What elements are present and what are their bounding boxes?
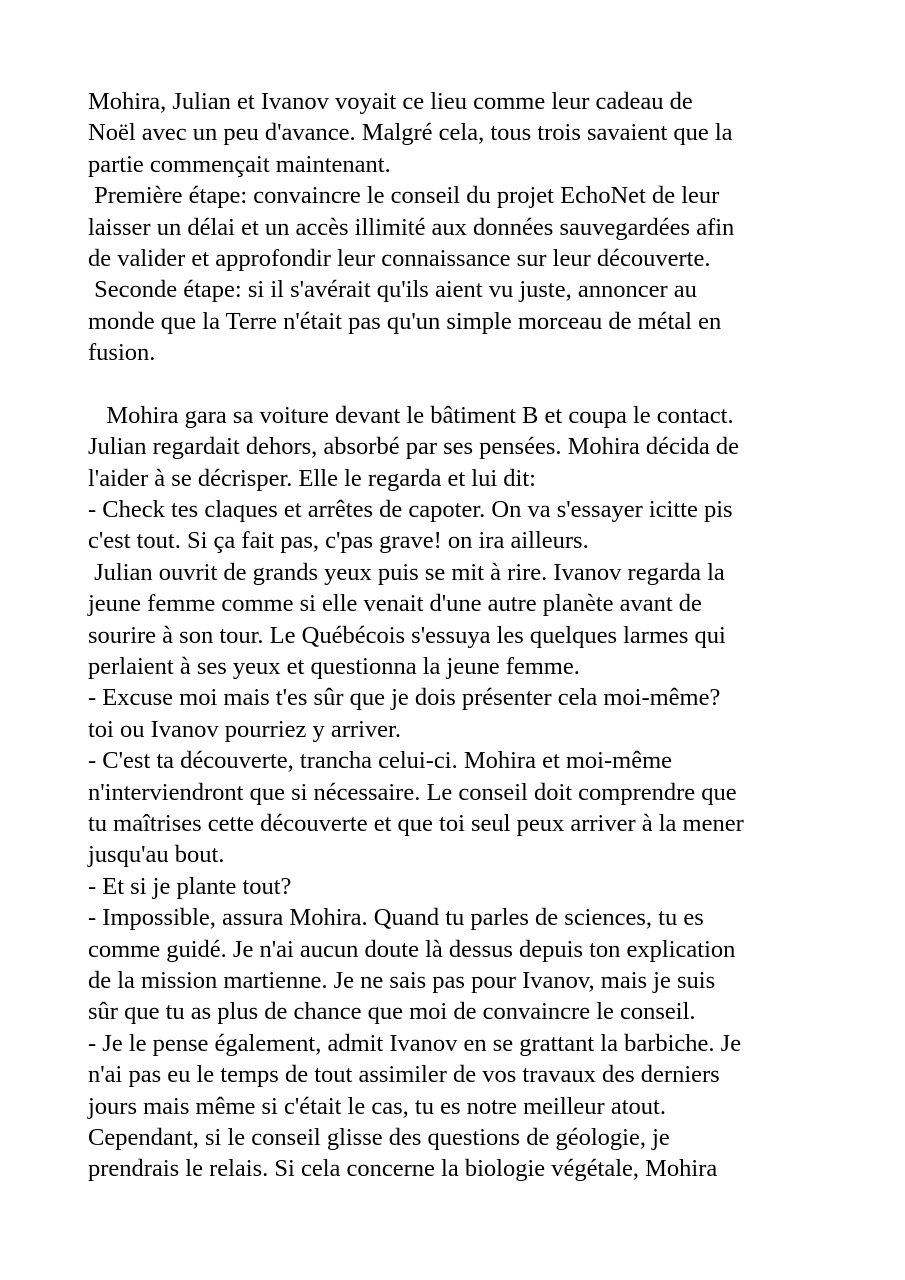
text-line: Mohira, Julian et Ivanov voyait ce lieu comme leur cadeau de <box>88 88 693 115</box>
text-line: n'interviendront que si nécessaire. Le conseil doit comprendre que <box>88 778 737 806</box>
text-line: jusqu'au bout. <box>88 841 225 869</box>
text-line: - Excuse moi mais t'es sûr que je dois présenter cela moi-même? <box>88 684 721 712</box>
text-line: - Impossible, assura Mohira. Quand tu parles de sciences, tu es <box>88 904 704 932</box>
text-line: jours mais même si c'était le cas, tu es notre meilleur atout. <box>88 1092 666 1120</box>
text-line: c'est tout. Si ça fait pas, c'pas grave! on ira ailleurs. <box>88 527 589 555</box>
text-line: Noël avec un peu d'avance. Malgré cela, tous trois savaient que la <box>88 119 733 147</box>
text-line: n'ai pas eu le temps de tout assimiler de vos travaux des derniers <box>88 1061 720 1089</box>
page-text <box>88 86 828 1185</box>
text-line: de la mission martienne. Je ne sais pas pour Ivanov, mais je suis <box>88 966 716 994</box>
text-line: laisser un délai et un accès illimité aux données sauvegardées afin <box>88 213 735 241</box>
text-line: sourire à son tour. Le Québécois s'essuya les quelques larmes qui <box>88 621 726 649</box>
text-line: Julian regardait dehors, absorbé par ses pensées. Mohira décida de <box>88 433 740 461</box>
text-line: Seconde étape: si il s'avérait qu'ils aient vu juste, annoncer au <box>88 276 697 304</box>
text-line: l'aider à se décrisper. Elle le regarda et lui dit: <box>88 464 536 492</box>
text-line: Julian ouvrit de grands yeux puis se mit à rire. Ivanov regarda la <box>88 558 725 586</box>
text-line: perlaient à ses yeux et questionna la jeune femme. <box>88 653 580 681</box>
text-line: de valider et approfondir leur connaissance sur leur découverte. <box>88 244 711 272</box>
text-line: - Je le pense également, admit Ivanov en se grattant la barbiche. Je <box>88 1029 742 1057</box>
text-line: - Check tes claques et arrêtes de capoter. On va s'essayer icitte pis <box>88 496 733 524</box>
text-line: tu maîtrises cette découverte et que toi seul peux arriver à la mener <box>88 809 744 837</box>
text-line: Mohira gara sa voiture devant le bâtiment B et coupa le contact. <box>88 401 734 429</box>
text-line: comme guidé. Je n'ai aucun doute là dessus depuis ton explication <box>88 935 736 963</box>
text-line: fusion. <box>88 339 156 367</box>
text-line: Première étape: convaincre le conseil du projet EchoNet de leur <box>88 182 720 210</box>
text-line: Cependant, si le conseil glisse des questions de géologie, je <box>88 1123 670 1151</box>
text-line: sûr que tu as plus de chance que moi de convaincre le conseil. <box>88 998 696 1026</box>
text-line: - C'est ta découverte, trancha celui-ci. Mohira et moi-même <box>88 747 673 775</box>
text-line: partie commençait maintenant. <box>88 150 391 178</box>
text-line: - Et si je plante tout? <box>88 872 292 900</box>
text-line: toi ou Ivanov pourriez y arriver. <box>88 715 401 743</box>
text-line: monde que la Terre n'était pas qu'un simple morceau de métal en <box>88 307 722 335</box>
text-line: jeune femme comme si elle venait d'une autre planète avant de <box>88 590 702 618</box>
blank-line <box>88 369 828 400</box>
text-line: prendrais le relais. Si cela concerne la biologie végétale, Mohira <box>88 1155 718 1183</box>
